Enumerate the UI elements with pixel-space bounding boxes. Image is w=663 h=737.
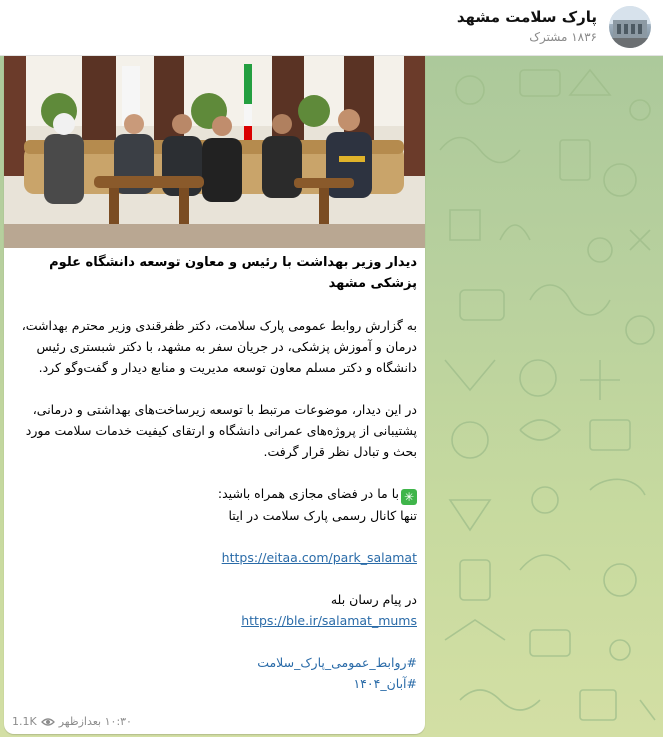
post-time: ۱۰:۳۰ بعدازظهر — [58, 715, 132, 728]
post-text — [14, 252, 417, 694]
post-title: دیدار وزیر بهداشت با رئیس و معاون توسعه دانشگاه علوم پزشکی مشهد — [49, 255, 417, 291]
eitaa-line: تنها کانال رسمی پارک سلامت در ایتا — [228, 508, 417, 523]
post-paragraph-2: در این دیدار، موضوعات مرتبط با توسعه زیرساخت‌های بهداشتی و درمانی، پشتیبانی از پروژه‌های عمرانی دانشگاه و ارتقای کیفیت خدمات سلامت مورد بحث و تبادل نظر قرار گرفت. — [25, 402, 417, 459]
post-meta — [12, 715, 132, 728]
eye-icon — [41, 717, 55, 727]
channel-name[interactable]: پارک سلامت مشهد — [456, 8, 597, 26]
follow-line: با ما در فضای مجازی همراه باشید: — [217, 486, 399, 501]
view-count: 1.1K — [12, 715, 37, 728]
hashtag-public-relations[interactable]: #روابط_عمومی_پارک_سلامت — [257, 655, 417, 670]
hashtag-aban-1404[interactable]: #آبان_۱۴۰۴ — [353, 676, 417, 691]
bale-link[interactable]: https://ble.ir/salamat_mums — [241, 613, 417, 628]
sparkle-emoji-icon: ✳ — [401, 489, 417, 505]
follow-section — [14, 483, 417, 694]
post-photo[interactable] — [4, 56, 425, 248]
avatar-building-image — [609, 6, 651, 48]
bale-line: در پیام رسان بله — [330, 592, 417, 607]
subscriber-count: ۱۸۳۶ مشترک — [529, 30, 597, 44]
channel-header[interactable] — [0, 0, 663, 56]
channel-post[interactable] — [4, 56, 425, 734]
channel-avatar[interactable] — [609, 6, 651, 48]
post-paragraph-1: به گزارش روابط عمومی پارک سلامت، دکتر ظفرقندی وزیر محترم بهداشت، درمان و آموزش پزشکی، در جریان سفر به مشهد، با دکتر شبستری رئیس دانشگاه و دکتر مسلم معاون توسعه مدیریت و منابع دیدار و گفت‌وگو کرد. — [21, 318, 417, 375]
eitaa-link[interactable]: https://eitaa.com/park_salamat — [221, 550, 417, 565]
